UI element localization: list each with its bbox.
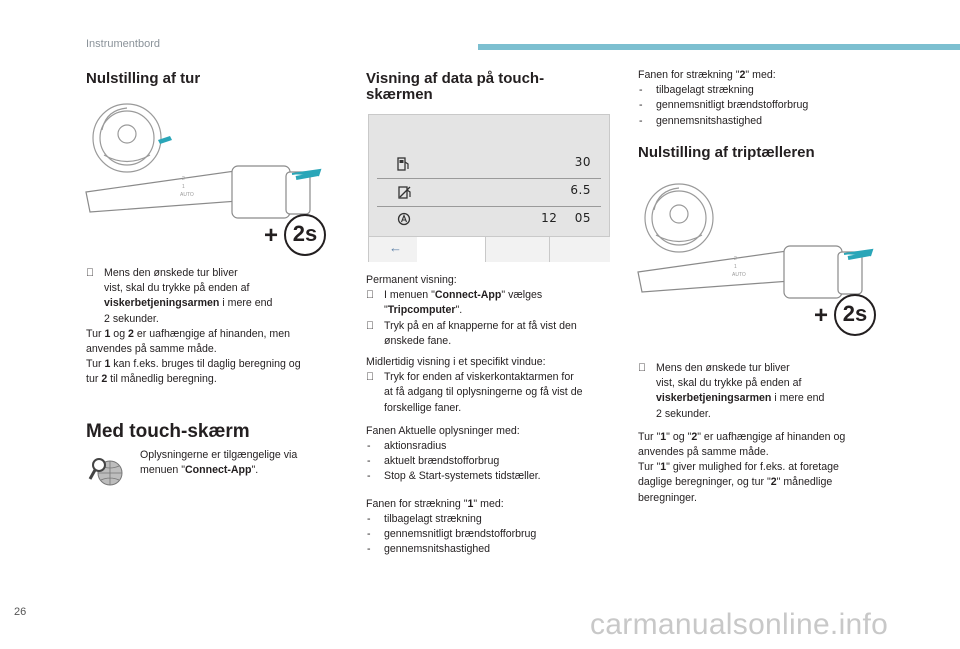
svg-text:2: 2 [734,256,737,262]
range-value: 30 [574,155,591,169]
svg-text:AUTO: AUTO [732,272,746,278]
tab-current[interactable] [417,236,485,262]
heading-reset-tripmeter: Nulstilling af triptælleren [638,144,815,161]
header-accent-bar [478,44,960,50]
text: anvendes på samme måde. [86,343,217,356]
trip2-text: Fanen for strækning "2" med: - tilbagelagt strækning - gennemsnitligt brændstofforbrug - gennemsnitshastighed [638,68,888,129]
hold-2s-icon [284,214,326,256]
screen-row-consumption[interactable] [375,177,599,207]
svg-text:AUTO: AUTO [180,192,194,198]
text-bold: viskerbetjeningsarmen [104,297,220,310]
fuel-pump-icon [397,156,411,172]
screen-row-range[interactable] [375,149,599,179]
globe-search-icon [88,455,126,487]
watermark: carmanualsonline.info [590,608,889,641]
tab-trip-1[interactable] [485,236,550,262]
consumption-value: 6.5 [570,183,591,197]
plus-sign: + [814,302,829,329]
text: 2 sekunder. [104,312,159,325]
page-number: 26 [14,606,27,618]
list-item: - aktuelt brændstofforbrug [367,455,500,468]
heading-touch-display [366,71,544,103]
stopstart-value: 12 05 [541,211,591,225]
text: Permanent visning: [366,274,457,286]
reset-trip-text: Mens den ønskede tur bliver vist, skal du trykke på enden af viskerbetjeningsarmen i mere end 2 sekunder. Tur 1 og 2 er uafhængige af hinanden, men anvendes på samme måde. Tur 1 kan f.eks. bruges til daglig beregning og tur 2 til månedlig beregning. [86,266,336,388]
list-item: - gennemsnitshastighed [639,114,763,127]
touch-screen-text: Oplysningerne er tilgængelige via menuen "Connect-App". [140,449,298,477]
tab-trip-2[interactable] [549,236,610,262]
fuel-consumption-icon [397,184,413,200]
screen-row-stopstart[interactable] [375,205,599,235]
trip-computer-screen [368,114,610,262]
list-item: - Stop & Start-systemets tidstæller. [367,470,541,483]
list-item: - gennemsnitligt brændstofforbrug [367,528,537,541]
plus-sign: + [264,222,279,249]
list-item: - tilbagelagt strækning [639,84,754,97]
hold-2s-label: 2s [842,301,868,326]
list-item: - tilbagelagt strækning [367,512,482,525]
reset-tripmeter-text: Mens den ønskede tur bliver vist, skal du trykke på enden af viskerbetjeningsarmen i mere end 2 sekunder. Tur "1" og "2" er uafhængige af hinanden og anvendes på samme måde. Tur "1" giver mulighed for f.eks. at foretage daglige beregninger, og tur "2" månedlige beregninger. [638,361,898,506]
svg-text:2: 2 [182,176,185,182]
heading-reset-trip: Nulstilling af tur [86,70,201,87]
text: Oplysningerne er tilgængelige via [140,449,298,461]
heading-line: Visning af data på touch- [366,70,545,87]
bullet-marker [86,266,94,281]
heading-line: skærmen [366,86,433,103]
touch-display-text: Permanent visning: I menuen "Connect-App" vælges "Tripcomputer". Tryk på en af knapperne for at få vist den ønskede fane. Midlertidig visning i et specifikt vindue: Tryk for enden af viskerkontaktarmen for at få adgang til oplysningerne og få vist de forskellige faner. Fanen Aktuelle oplysninger med: - aktionsradius - aktuelt brændstofforbrug - Stop & Start-systemets tidstæller. Fanen for strækning "1" med: - tilbagelagt strækning - gennemsnitligt brændstofforbrug - gennemsnitshastighed [366,273,616,557]
stop-start-icon [397,212,411,226]
hold-2s-label: 2s [292,221,318,246]
list-item: - gennemsnitligt brændstofforbrug [639,99,809,112]
heading-touch-screen: Med touch-skærm [86,421,250,442]
hold-2s-icon [834,294,876,336]
text: Fanen Aktuelle oplysninger med: [366,424,520,437]
list-item: - gennemsnitshastighed [367,543,491,556]
text: vist, skal du trykke på enden af [104,282,250,295]
text: beregninger. [638,491,697,504]
text: Midlertidig visning i et specifikt vindue: [366,356,546,369]
back-arrow-icon: ← [389,240,402,255]
text: i mere end [219,297,273,310]
list-item: - aktionsradius [367,440,447,453]
text: Mens den ønskede tur bliver [104,267,238,279]
svg-text:1: 1 [734,264,737,270]
section-label: Instrumentbord [86,38,160,50]
svg-text:1: 1 [182,184,185,190]
back-button[interactable] [369,236,417,262]
text: anvendes på samme måde. [638,446,769,459]
